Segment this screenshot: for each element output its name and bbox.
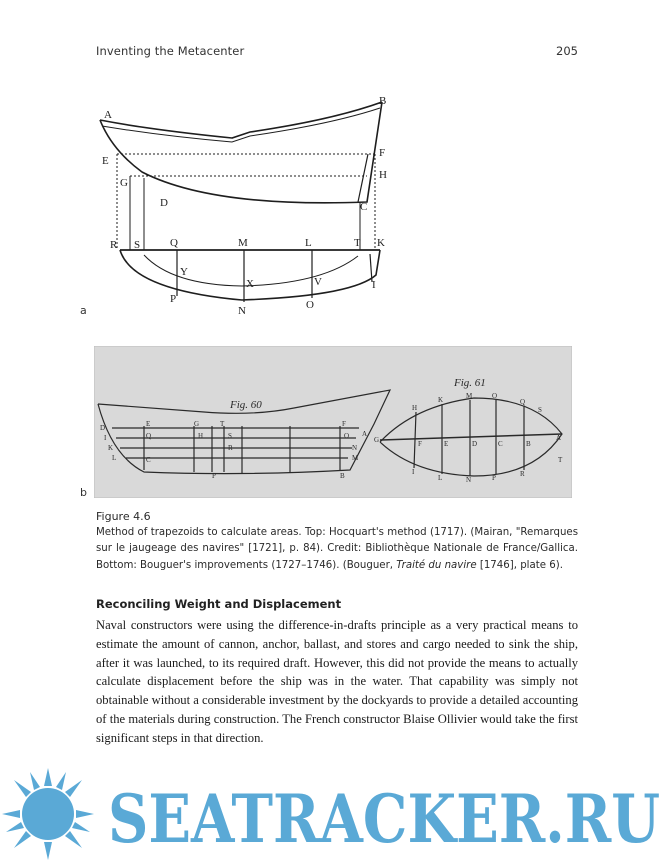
- letter-label: D: [100, 424, 106, 432]
- sun-logo-icon: [2, 768, 94, 860]
- body-paragraph: Naval constructors were using the difference-in-drafts principle as a very practical means to estimate the amount of cannon, anchor, ballast, and stores and cargo needed to sink the ship, after it was launched, to its required draft. However, this did not provide the means to actually calculate displacement before the ship was in the water. That capability was simply not obtainable without a considerable investment by the dockyards to provide a detailed accounting of the materials during construction. The French constructor Blaise Ollivier would take the first significant steps in that direction.: [96, 618, 578, 745]
- letter-label: T: [220, 420, 225, 428]
- letter-label: K: [377, 237, 385, 249]
- letter-label: S: [228, 432, 232, 440]
- letter-label: H: [198, 432, 204, 440]
- letter-label: X: [246, 278, 254, 290]
- figure-caption: [96, 509, 578, 574]
- page-number: 205: [556, 44, 578, 58]
- letter-label: H: [412, 404, 418, 412]
- panel-label-b: b: [80, 486, 87, 499]
- letter-label: D: [160, 197, 168, 209]
- letter-label: C: [498, 440, 503, 448]
- letter-label: Q: [146, 432, 152, 440]
- letter-label: O: [492, 392, 498, 400]
- letter-label: N: [238, 305, 246, 317]
- running-head-title: Inventing the Metacenter: [96, 44, 245, 58]
- letter-label: A: [362, 430, 368, 438]
- letter-label: G: [194, 420, 200, 428]
- letter-label: L: [112, 454, 117, 462]
- letter-label: Q: [170, 237, 178, 249]
- letter-label: F: [379, 147, 386, 159]
- letter-label: K: [438, 396, 444, 404]
- letter-label: V: [314, 276, 322, 288]
- letter-label: E: [146, 420, 151, 428]
- letter-label: M: [238, 237, 248, 249]
- letter-label: H: [379, 169, 387, 181]
- panel-label-a: a: [80, 304, 87, 317]
- letter-label: T: [558, 456, 563, 464]
- letter-label: L: [438, 474, 443, 482]
- letter-label: S: [134, 239, 141, 251]
- letter-label: P: [212, 472, 216, 480]
- hull-diagram-a: [92, 90, 392, 320]
- letter-label: Y: [180, 266, 188, 278]
- watermark-text: SEATRACKER.RU: [108, 780, 660, 858]
- letter-label: A: [556, 434, 562, 442]
- letter-label: R: [228, 444, 233, 452]
- letter-label: A: [104, 109, 112, 121]
- letter-label: C: [146, 456, 151, 464]
- letter-label: S: [538, 406, 542, 414]
- letter-label: I: [372, 279, 376, 291]
- fig61-title: Fig. 61: [454, 377, 486, 389]
- letter-label: T: [354, 237, 361, 249]
- bouguer-plate-b: [94, 346, 572, 498]
- letter-label: I: [104, 434, 107, 442]
- watermark: [0, 764, 672, 864]
- letter-label: F: [418, 440, 422, 448]
- letter-label: B: [379, 95, 387, 107]
- letter-label: Q: [520, 398, 526, 406]
- letter-label: O: [306, 299, 314, 311]
- letter-label: E: [444, 440, 449, 448]
- letter-label: N: [466, 476, 472, 484]
- letter-label: L: [305, 237, 312, 249]
- letter-label: B: [526, 440, 531, 448]
- letter-label: E: [102, 155, 109, 167]
- letter-label: K: [108, 444, 114, 452]
- letter-label: P: [170, 293, 177, 305]
- letter-label: P: [492, 474, 496, 482]
- hull-profile: [100, 102, 382, 203]
- letter-label: I: [412, 468, 415, 476]
- caption-text: [96, 525, 578, 574]
- letter-label: G: [374, 436, 380, 444]
- letter-label: R: [110, 239, 118, 251]
- letter-label: B: [340, 472, 345, 480]
- letter-label: O: [344, 432, 350, 440]
- letter-label: M: [466, 392, 473, 400]
- caption-main: Method of trapezoids to calculate areas. Top: Hocquart's method (1717). (Mairan, "Remarques sur le jaugeage des navires" [1721], p. 84). Credit: Bibliothèque Nationale de France/Gallica. Bottom: Bouguer's improvements (1727–1746). (Bouguer,: [96, 527, 578, 571]
- letter-label: C: [360, 201, 368, 213]
- letter-label: G: [120, 177, 128, 189]
- fig60-title: Fig. 60: [230, 399, 262, 411]
- letter-label: F: [342, 420, 346, 428]
- figure-label: Figure 4.6: [96, 510, 151, 523]
- letter-label: N: [352, 444, 358, 452]
- section-heading: Reconciling Weight and Displacement: [96, 597, 342, 611]
- caption-end: [1746], plate 6).: [476, 559, 563, 571]
- letter-label: D: [472, 440, 478, 448]
- caption-book-title: Traité du navire: [396, 559, 477, 571]
- letter-label: M: [352, 454, 359, 462]
- letter-label: R: [520, 470, 525, 478]
